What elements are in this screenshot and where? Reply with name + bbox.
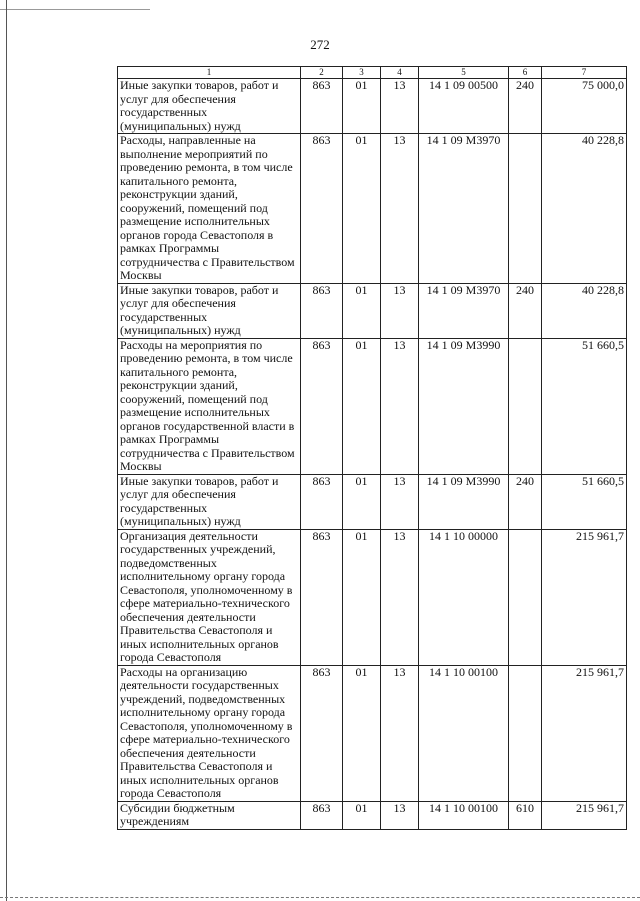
table-row xyxy=(118,338,627,474)
section-code: 01 xyxy=(343,283,381,338)
amount: 215 961,7 xyxy=(542,801,627,829)
ministry-code: 863 xyxy=(301,665,343,801)
table-row xyxy=(118,79,627,134)
subsection-code: 13 xyxy=(381,665,419,801)
expense-type-code: 240 xyxy=(509,283,542,338)
page-top-edge xyxy=(0,9,150,10)
section-code: 01 xyxy=(343,474,381,529)
subsection-code: 13 xyxy=(381,529,419,665)
table-row xyxy=(118,134,627,284)
target-code: 14 1 09 М3970 xyxy=(419,134,509,284)
column-header-1: 1 xyxy=(118,67,301,79)
column-header-5: 5 xyxy=(419,67,509,79)
column-header-6: 6 xyxy=(509,67,542,79)
target-code: 14 1 09 00500 xyxy=(419,79,509,134)
expense-type-code xyxy=(509,134,542,284)
ministry-code: 863 xyxy=(301,79,343,134)
target-code: 14 1 10 00100 xyxy=(419,665,509,801)
row-name: Расходы, направленные на выполнение мероприятий по проведению ремонта, в том числе капитального ремонта, реконструкции зданий, сооружений, помещений под размещение исполнительных органов города Севастополя в рамках Программы сотрудничества с Правительством Москвы xyxy=(118,134,301,284)
target-code: 14 1 10 00000 xyxy=(419,529,509,665)
page-bottom-edge xyxy=(0,897,640,898)
row-name: Иные закупки товаров, работ и услуг для обеспечения государственных (муниципальных) нужд xyxy=(118,283,301,338)
table-row xyxy=(118,474,627,529)
ministry-code: 863 xyxy=(301,338,343,474)
target-code: 14 1 10 00100 xyxy=(419,801,509,829)
subsection-code: 13 xyxy=(381,338,419,474)
row-name: Субсидии бюджетным учреждениям xyxy=(118,801,301,829)
subsection-code: 13 xyxy=(381,801,419,829)
budget-table xyxy=(117,66,627,830)
expense-type-code: 240 xyxy=(509,79,542,134)
target-code: 14 1 09 М3990 xyxy=(419,474,509,529)
section-code: 01 xyxy=(343,79,381,134)
subsection-code: 13 xyxy=(381,283,419,338)
subsection-code: 13 xyxy=(381,474,419,529)
ministry-code: 863 xyxy=(301,801,343,829)
page-number: 272 xyxy=(310,37,330,52)
ministry-code: 863 xyxy=(301,283,343,338)
row-name: Иные закупки товаров, работ и услуг для обеспечения государственных (муниципальных) нужд xyxy=(118,474,301,529)
row-name: Иные закупки товаров, работ и услуг для обеспечения государственных (муниципальных) нужд xyxy=(118,79,301,134)
table-row xyxy=(118,529,627,665)
table-row xyxy=(118,801,627,829)
amount: 75 000,0 xyxy=(542,79,627,134)
expense-type-code xyxy=(509,338,542,474)
expense-type-code: 610 xyxy=(509,801,542,829)
ministry-code: 863 xyxy=(301,474,343,529)
table-row xyxy=(118,283,627,338)
row-name: Организация деятельности государственных учреждений, подведомственных исполнительному органу города Севастополя, уполномоченному в сфере материально-технического обеспечения деятельности Правительства Севастополя и иных исполнительных органов города Севастополя xyxy=(118,529,301,665)
amount: 40 228,8 xyxy=(542,283,627,338)
section-code: 01 xyxy=(343,338,381,474)
page-left-edge xyxy=(6,0,7,901)
target-code: 14 1 09 М3990 xyxy=(419,338,509,474)
section-code: 01 xyxy=(343,529,381,665)
target-code: 14 1 09 М3970 xyxy=(419,283,509,338)
row-name: Расходы на мероприятия по проведению ремонта, в том числе капитального ремонта, реконструкции зданий, сооружений, помещений под размещение исполнительных органов государственной власти в рамках Программы сотрудничества с Правительством Москвы xyxy=(118,338,301,474)
section-code: 01 xyxy=(343,665,381,801)
table-row xyxy=(118,665,627,801)
subsection-code: 13 xyxy=(381,79,419,134)
amount: 215 961,7 xyxy=(542,665,627,801)
amount: 215 961,7 xyxy=(542,529,627,665)
header-row xyxy=(118,67,627,79)
expense-type-code xyxy=(509,529,542,665)
subsection-code: 13 xyxy=(381,134,419,284)
expense-type-code: 240 xyxy=(509,474,542,529)
amount: 40 228,8 xyxy=(542,134,627,284)
amount: 51 660,5 xyxy=(542,338,627,474)
column-header-4: 4 xyxy=(381,67,419,79)
column-header-7: 7 xyxy=(542,67,627,79)
amount: 51 660,5 xyxy=(542,474,627,529)
column-header-3: 3 xyxy=(343,67,381,79)
expense-type-code xyxy=(509,665,542,801)
section-code: 01 xyxy=(343,801,381,829)
row-name: Расходы на организацию деятельности государственных учреждений, подведомственных исполнительному органу города Севастополя, уполномоченному в сфере материально-технического обеспечения деятельности Правительства Севастополя и иных исполнительных органов города Севастополя xyxy=(118,665,301,801)
column-header-2: 2 xyxy=(301,67,343,79)
section-code: 01 xyxy=(343,134,381,284)
ministry-code: 863 xyxy=(301,529,343,665)
ministry-code: 863 xyxy=(301,134,343,284)
